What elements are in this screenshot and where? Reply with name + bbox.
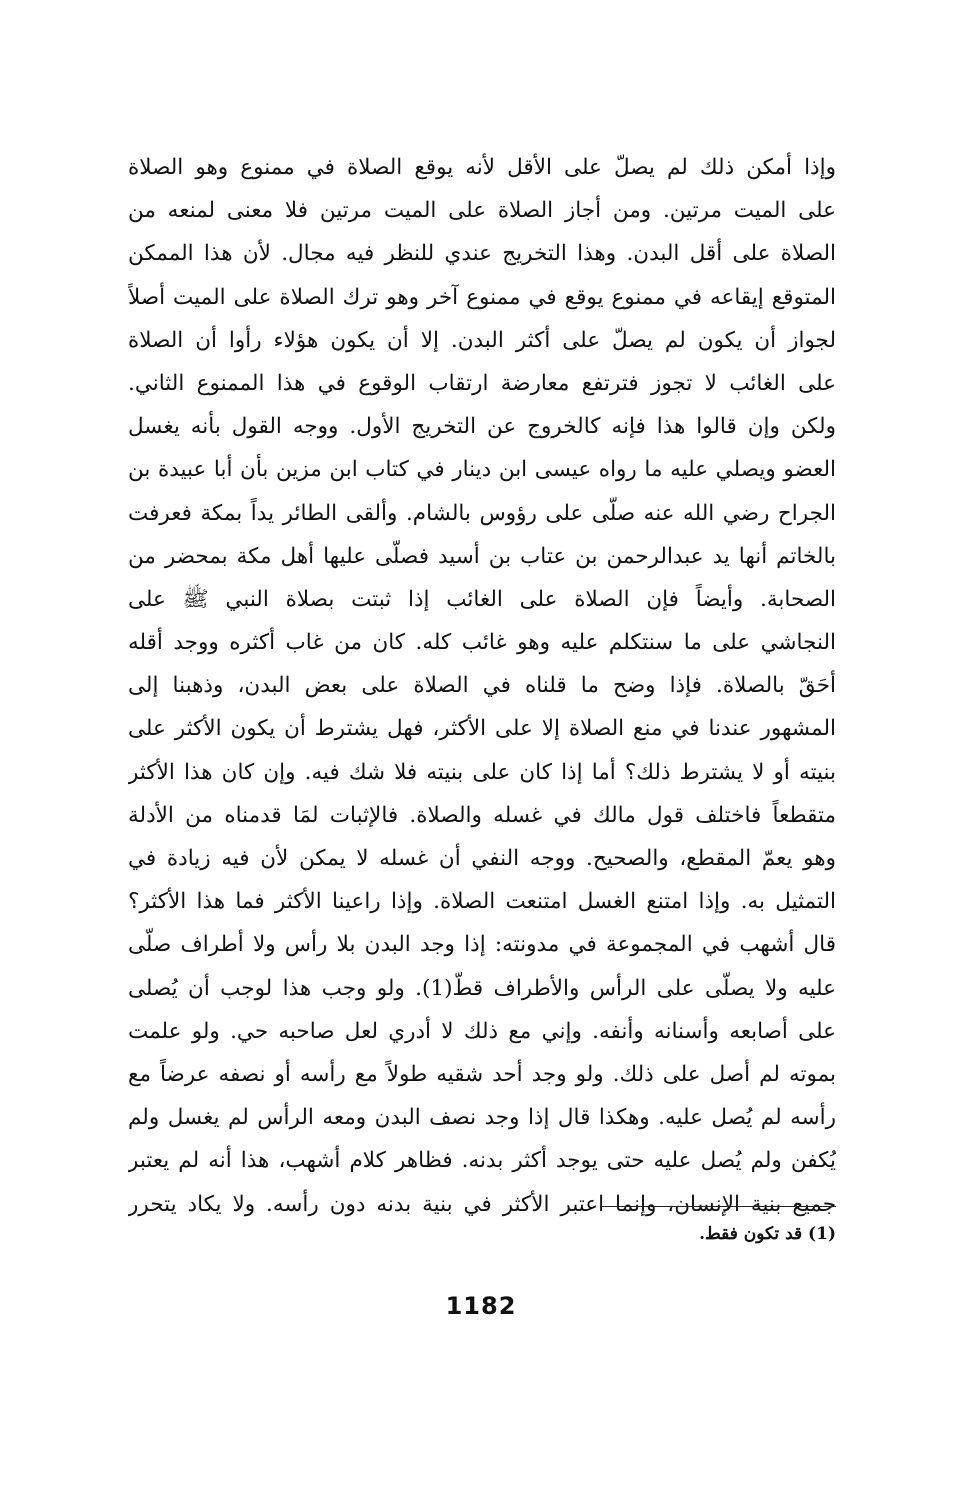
text-line: النجاشي على ما سنتكلم عليه وهو غائب كله. كان من غاب أكثره ووجد أقله bbox=[128, 630, 836, 656]
text-line: بنيته أو لا يشترط ذلك؟ أما إذا كان على بنيته فلا شك فيه. وإن كان هذا الأكثر bbox=[128, 759, 836, 785]
text-line: عليه ولا يصلّى على الرأس والأطراف قطّ(1). ولو وجب هذا لوجب أن يُصلى bbox=[128, 975, 836, 1001]
text-line: وهو يعمّ المقطع، والصحيح. ووجه النفي أن غسله لا يمكن لأن فيه زيادة في bbox=[128, 846, 836, 871]
footnote: (1) قد تكون فقط. bbox=[699, 1224, 836, 1244]
text-line: بموته لم أصل على ذلك. ولو وجد أحد شقيه طولاً مع رأسه أو نصفه عرضاً مع bbox=[128, 1061, 836, 1087]
text-line: التمثيل به. وإذا امتنع الغسل امتنعت الصلاة. وإذا راعينا الأكثر فما هذا الأكثر؟ bbox=[128, 889, 836, 915]
text-line: الصلاة على أقل البدن. وهذا التخريج عندي للنظر فيه مجال. لأن هذا الممكن bbox=[128, 241, 836, 267]
text-line: متقطعاً فاختلف قول مالك في غسله والصلاة. فالإثبات لمَا قدمناه من الأدلة bbox=[128, 802, 836, 828]
text-line: رأسه لم يُصل عليه. وهكذا قال إذا وجد نصف البدن ومعه الرأس لم يغسل ولم bbox=[128, 1105, 836, 1131]
text-line: قال أشهب في المجموعة في مدونته: إذا وجد البدن بلا رأس ولا أطراف صلّى bbox=[128, 932, 836, 958]
text-line: على الغائب لا تجوز فترتفع معارضة ارتقاب الوقوع في هذا الممنوع الثاني. bbox=[128, 370, 836, 396]
text-line: يُكفن ولم يُصل عليه حتى يوجد أكثر بدنه. فظاهر كلام أشهب، هذا أنه لم يعتبر bbox=[128, 1148, 836, 1174]
text-line: العضو ويصلي عليه ما رواه عيسى ابن دينار في كتاب ابن مزين بأن أبا عبيدة بن bbox=[128, 457, 836, 483]
text-line: لجواز أن يكون لم يصلّ على أكثر البدن. إلا أن يكون هؤلاء رأوا أن الصلاة bbox=[128, 327, 836, 353]
text-line: المشهور عندنا في منع الصلاة إلا على الأكثر، فهل يشترط أن يكون الأكثر على bbox=[128, 716, 836, 742]
body-text bbox=[128, 146, 836, 1226]
page-number: 1182 bbox=[445, 1292, 517, 1320]
text-line: الصحابة. وأيضاً فإن الصلاة على الغائب إذا ثبتت بصلاة النبي ﷺ على bbox=[128, 586, 836, 612]
text-line: المتوقع إيقاعه في ممنوع يوقع في ممنوع آخر وهو ترك الصلاة على الميت أصلاً bbox=[128, 284, 836, 310]
text-line: بالخاتم أنها يد عبدالرحمن بن عتاب بن أسيد فصلّى عليها أهل مكة بمحضر من bbox=[128, 543, 836, 569]
footnote-divider bbox=[600, 1206, 836, 1207]
text-line: على أصابعه وأسنانه وأنفه. وإني مع ذلك لا أدري لعل صاحبه حي. ولو علمت bbox=[128, 1018, 836, 1044]
text-line: على الميت مرتين. ومن أجاز الصلاة على الميت مرتين فلا معنى لمنعه من bbox=[128, 198, 836, 224]
text-line: وإذا أمكن ذلك لم يصلّ على الأقل لأنه يوقع الصلاة في ممنوع وهو الصلاة bbox=[128, 155, 836, 180]
text-line: جميع بنية الإنسان، وإنما اعتبر الأكثر في بنية بدنه دون رأسه. ولا يكاد يتحرر bbox=[128, 1191, 836, 1217]
text-line: ولكن وإن قالوا هذا فإنه كالخروج عن التخريج الأول. ووجه القول بأنه يغسل bbox=[128, 414, 836, 440]
text-line: الجراح رضي الله عنه صلّى على رؤوس بالشام. وألقى الطائر يداً بمكة فعرفت bbox=[128, 500, 836, 526]
text-line: أحَقّ بالصلاة. فإذا وضح ما قلناه في الصلاة على بعض البدن، وذهبنا إلى bbox=[128, 673, 836, 699]
